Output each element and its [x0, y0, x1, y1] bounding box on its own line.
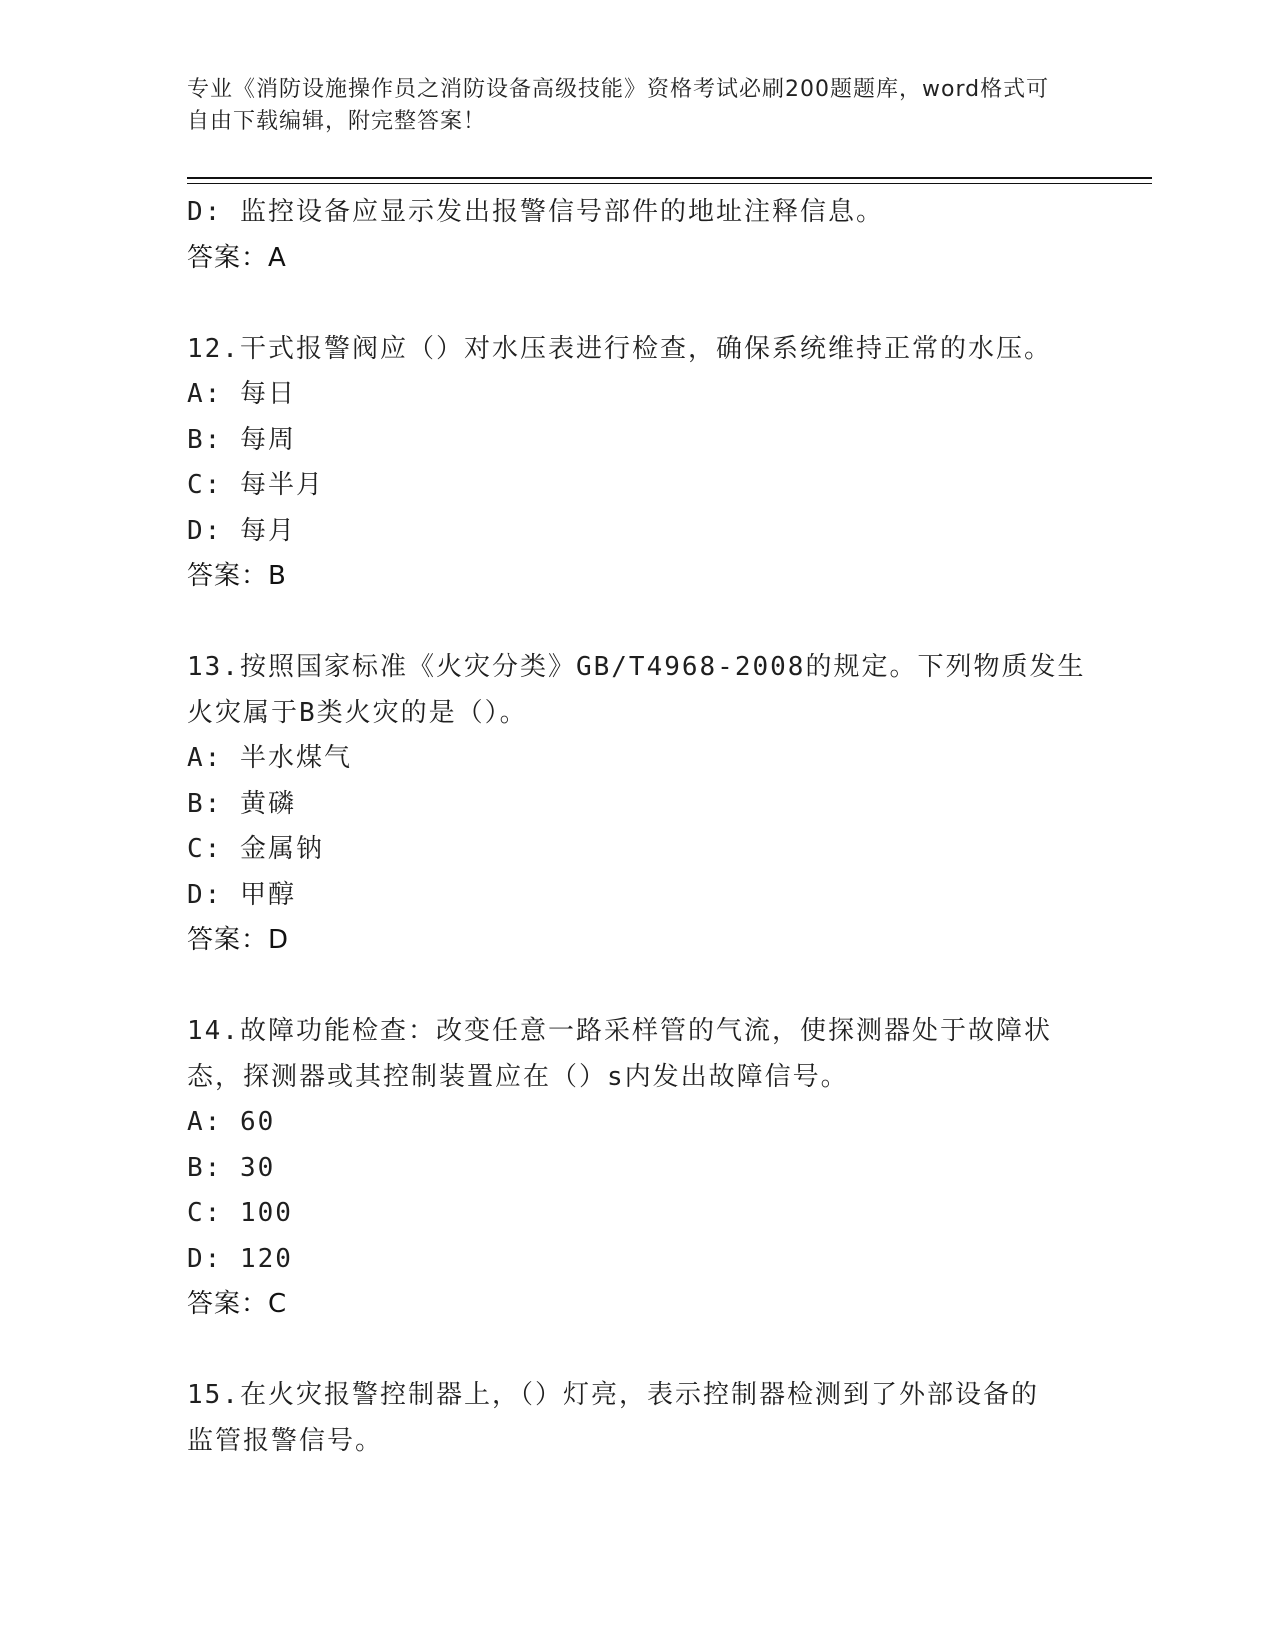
question-stem-line-1: 14.故障功能检查：改变任意一路采样管的气流，使探测器处于故障状 [187, 1016, 1052, 1046]
option-c: C: 100 [187, 1198, 293, 1228]
header-divider-thin [187, 183, 1152, 184]
option-b: B: 黄磷 [187, 788, 296, 819]
question-stem-line-2: 监管报警信号。 [187, 1425, 384, 1456]
option-d-carryover: D: 监控设备应显示发出报警信号部件的地址注释信息。 [187, 197, 884, 227]
option-c: C: 金属钠 [187, 834, 324, 864]
option-a: A: 60 [187, 1107, 276, 1137]
option-d: D: 120 [187, 1243, 293, 1274]
question-list [187, 190, 1087, 1464]
option-b: B: 每周 [187, 424, 296, 455]
option-c: C: 每半月 [187, 470, 324, 500]
answer: 答案：C [187, 1289, 288, 1319]
header-divider-thick [187, 177, 1152, 179]
question-stem-line-2: 火灾属于B类火灾的是（）。 [187, 697, 528, 728]
option-b: B: 30 [187, 1152, 276, 1183]
option-a: A: 半水煤气 [187, 743, 352, 773]
answer: 答案：B [187, 561, 287, 591]
answer-carryover: 答案：A [187, 242, 287, 273]
question-14 [187, 1009, 1087, 1328]
question-stem-line-2: 态，探测器或其控制装置应在（）s内发出故障信号。 [187, 1061, 849, 1092]
question-15 [187, 1373, 1087, 1464]
option-d: D: 每月 [187, 515, 296, 546]
document-header: 专业《消防设施操作员之消防设备高级技能》资格考试必刷200题题库，word格式可自由下载编辑，附完整答案！ [187, 77, 1050, 134]
question-13 [187, 645, 1087, 964]
option-a: A: 每日 [187, 379, 296, 409]
answer: 答案：D [187, 925, 290, 955]
question-stem: 12.干式报警阀应（）对水压表进行检查，确保系统维持正常的水压。 [187, 333, 1052, 364]
question-12 [187, 327, 1087, 600]
option-d: D: 甲醇 [187, 879, 296, 910]
question-stem-line-1: 15.在火灾报警控制器上，（）灯亮，表示控制器检测到了外部设备的 [187, 1380, 1039, 1410]
question-stem-line-1: 13.按照国家标准《火灾分类》GB/T4968-2008的规定。下列物质发生 [187, 652, 1086, 682]
